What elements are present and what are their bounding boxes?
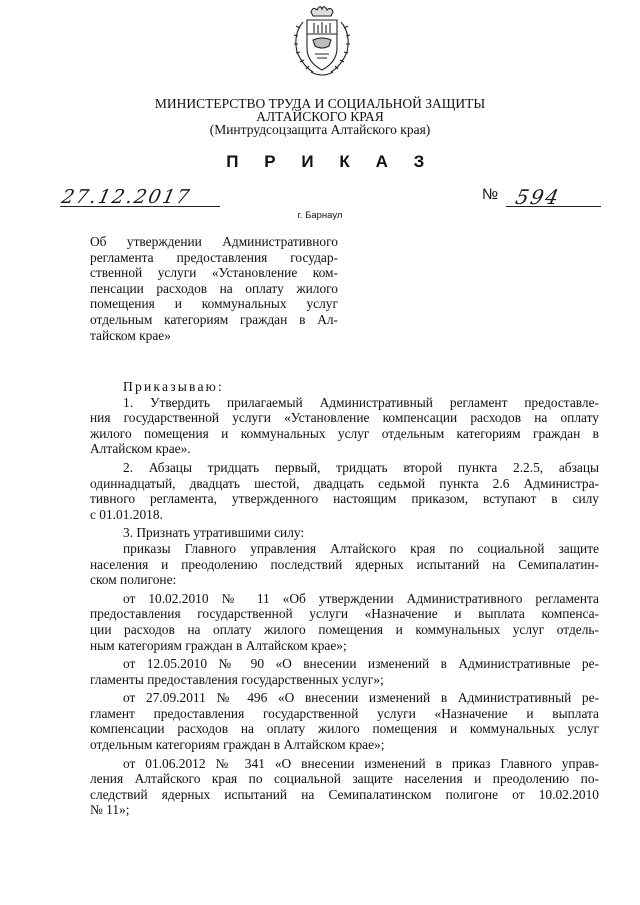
subject-line: отдельным категориям граждан в Ал- [90, 311, 338, 327]
order-subject [90, 234, 338, 343]
body-line: гламент предоставления государственной услуги «Назначение и выплата [90, 705, 599, 721]
subject-line: регламента предоставления государ- [90, 249, 338, 265]
ministry-short-name: (Минтрудсоцзащита Алтайского края) [209, 122, 431, 137]
body-line: от 27.09.2011 № 496 «О внесении изменений в Административный ре- [123, 690, 599, 706]
body-line: от 12.05.2010 № 90 «О внесении изменений в Административные ре- [123, 656, 599, 672]
body-line: 2. Абзацы тридцать первый, тридцать второй пункта 2.2.5, абзацы [123, 459, 599, 475]
body-line: ния государственной услуги «Установление компенсации расходов на оплату [90, 410, 599, 426]
body-line: 3. Признать утратившими силу: [123, 525, 305, 541]
subject-line: ственной услуги «Установление ком- [90, 265, 338, 281]
body-line: 1. Утвердить прилагаемый Административный регламент предоставле- [123, 394, 599, 410]
body-line: с 01.01.2018. [90, 506, 163, 522]
body-line: приказы Главного управления Алтайского края по социальной защите [123, 540, 599, 556]
ministry-name-line2: АЛТАЙСКОГО КРАЯ [256, 109, 384, 124]
body-line: тивного регламента, утвержденного настоящим приказом, вступают в силу [90, 491, 599, 507]
body-line: компенсации расходов на оплату жилого помещения и коммунальных услуг [90, 721, 599, 737]
ministry-name-line1: МИНИСТЕРСТВО ТРУДА И СОЦИАЛЬНОЙ ЗАЩИТЫ [154, 96, 486, 111]
body-line: от 01.06.2012 № 341 «О внесении изменений в приказ Главного управ- [123, 755, 599, 771]
subject-line: пенсации расходов на оплату жилого [90, 280, 338, 296]
handwritten-date: 27.12.2017 [59, 186, 194, 208]
subject-line: Об утверждении Административного [90, 234, 338, 249]
body-line: ском полигоне: [90, 572, 177, 588]
date-field [60, 188, 220, 207]
order-body [90, 379, 599, 818]
subject-line: помещения и коммунальных услуг [90, 296, 338, 312]
document-type-title: П Р И К А З [226, 152, 435, 171]
coat-of-arms-icon [283, 2, 361, 80]
body-line: отдельным категориям граждан в Алтайском крае»; [90, 737, 385, 753]
body-line: гламенты предоставления государственных услуг»; [90, 671, 384, 687]
order-word: Приказываю: [123, 379, 224, 394]
body-line: ления Алтайского края по социальной защите населения и преодолению по- [90, 771, 599, 787]
body-line: следствий ядерных испытаний на Семипалатинском полигоне от 10.02.2010 [90, 786, 599, 802]
body-line: от 10.02.2010 № 11 «Об утверждении Административного регламента [123, 590, 599, 606]
body-line: ции расходов на оплату жилого помещения и коммунальных услуг отдель- [90, 621, 599, 637]
body-line: предоставления государственной услуги «Назначение и выплата компенса- [90, 606, 599, 622]
body-line: одиннадцатый, двадцать шестой, двадцать седьмой пункта 2.6 Администра- [90, 475, 599, 491]
number-field [506, 185, 601, 209]
subject-line: тайском крае» [90, 327, 171, 343]
body-line: ным категориям граждан в Алтайском крае»; [90, 637, 347, 653]
body-line: населения и преодолению последствий ядерных испытаний на Семипалатин- [90, 556, 599, 572]
number-label: № [482, 186, 499, 203]
body-line: жилого помещения и коммунальных услуг отдельным категориям граждан в [90, 425, 599, 441]
order-word-line [90, 379, 599, 395]
body-line: Алтайском крае». [90, 441, 191, 457]
city-label: г. Барнаул [297, 210, 343, 221]
body-line: № 11»; [90, 802, 130, 818]
handwritten-number: 594 [513, 185, 563, 209]
